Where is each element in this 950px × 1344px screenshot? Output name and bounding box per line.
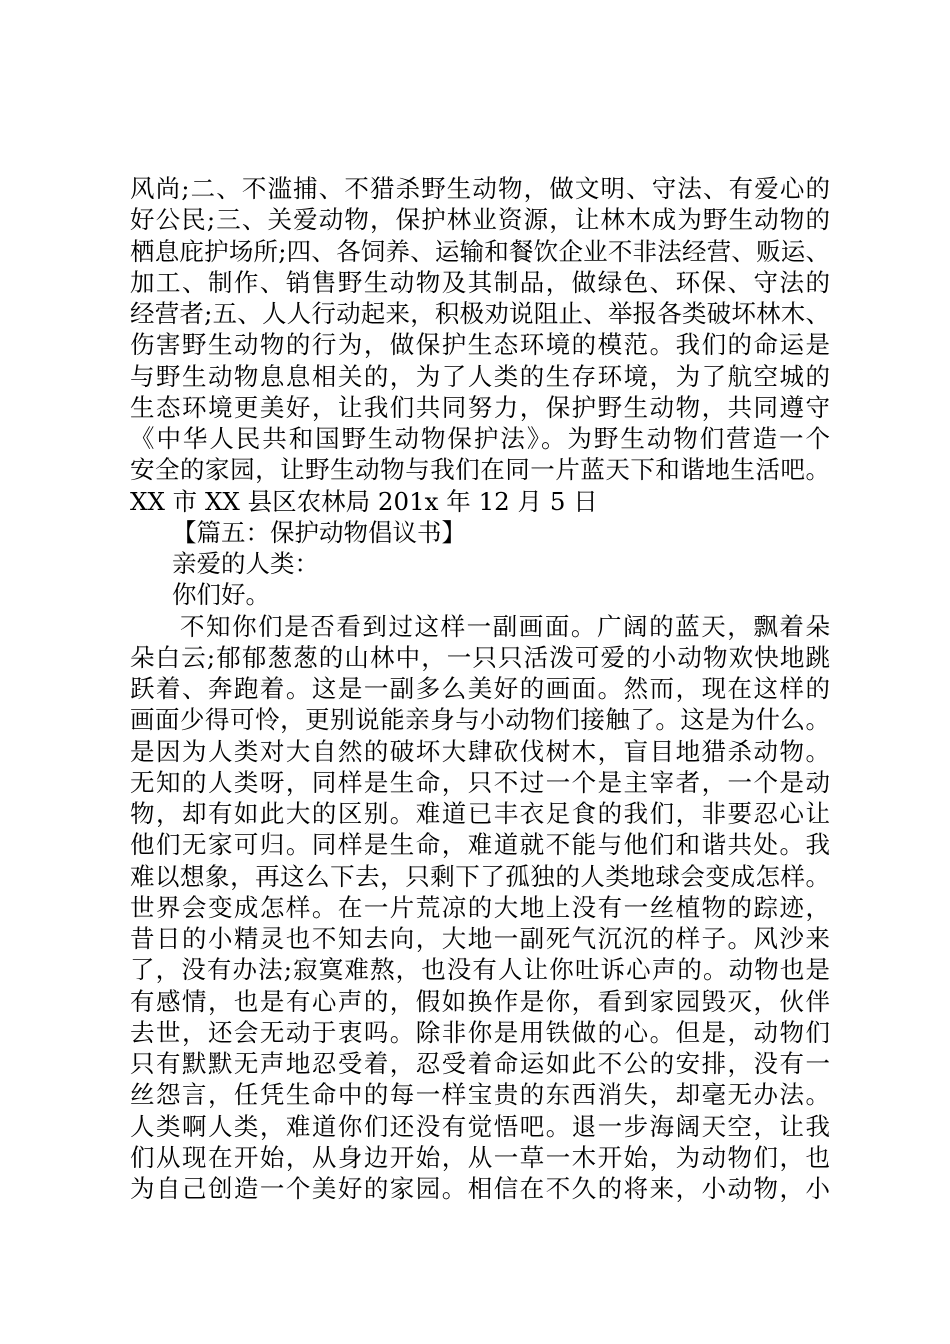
text-line: 朵白云;郁郁葱葱的山林中，一只只活泼可爱的小动物欢快地跳	[130, 642, 830, 672]
text-line: 经营者;五、人人行动起来，积极劝说阻止、举报各类破坏林木、	[130, 299, 830, 328]
text-line: 画面少得可怜，更别说能亲身与小动物们接触了。这是为什么。	[130, 705, 830, 735]
text-line: 昔日的小精灵也不知去向，大地一副死气沉沉的样子。风沙来	[130, 924, 830, 953]
text-line: 人类啊人类，难道你们还没有觉悟吧。退一步海阔天空，让我	[130, 1111, 830, 1141]
text-line: 难以想象，再这么下去，只剩下了孤独的人类地球会变成怎样。	[130, 861, 830, 891]
text-line: 是因为人类对大自然的破坏大肆砍伐树木，盲目地猎杀动物。	[130, 736, 830, 766]
proposal-closing-text	[130, 173, 830, 486]
text-line: 为自己创造一个美好的家园。相信在不久的将来，小动物，小	[130, 1174, 830, 1203]
text-line: 了，没有办法;寂寞难熬，也没有人让你吐诉心声的。动物也是	[130, 955, 830, 985]
text-line: 栖息庇护场所;四、各饲养、运输和餐饮企业不非法经营、贩运、	[130, 236, 830, 266]
text-line: 们从现在开始，从身边开始，从一草一木开始，为动物们，也	[130, 1142, 830, 1172]
text-line: 与野生动物息息相关的，为了人类的生存环境，为了航空城的	[130, 361, 830, 391]
text-line: 他们无家可归。同样是生命，难道就不能与他们和谐共处。我	[130, 830, 830, 860]
body-paragraph	[130, 611, 830, 1205]
text-line: 风尚;二、不滥捕、不猎杀野生动物，做文明、守法、有爱心的	[130, 174, 830, 203]
document-page	[130, 173, 830, 1204]
text-line: 去世，还会无动于衷吗。除非你是用铁做的心。但是，动物们	[130, 1017, 830, 1047]
text-line: 世界会变成怎样。在一片荒凉的大地上没有一丝植物的踪迹，	[130, 892, 830, 922]
text-line: 有感情，也是有心声的，假如换作是你，看到家园毁灭，伙伴	[130, 986, 830, 1016]
text-line: 伤害野生动物的行为，做保护生态环境的模范。我们的命运是	[130, 330, 830, 360]
text-line: 加工、制作、销售野生动物及其制品，做绿色、环保、守法的	[130, 267, 830, 297]
text-line: 物，却有如此大的区别。难道已丰衣足食的我们，非要忍心让	[130, 799, 830, 828]
text-line: 不知你们是否看到过这样一副画面。广阔的蓝天，飘着朵	[180, 611, 830, 641]
text-line: 只有默默无声地忍受着，忍受着命运如此不公的安排，没有一	[130, 1049, 830, 1078]
text-line: 好公民;三、关爱动物，保护林业资源，让林木成为野生动物的	[130, 205, 830, 235]
text-line: 无知的人类呀，同样是生命，只不过一个是主宰者，一个是动	[130, 767, 830, 797]
text-line: 丝怨言，任凭生命中的每一样宝贵的东西消失，却毫无办法。	[130, 1080, 830, 1110]
section-heading: 【篇五：保护动物倡议书】	[172, 517, 466, 547]
text-line: 安全的家园，让野生动物与我们在同一片蓝天下和谐地生活吧。	[130, 455, 830, 485]
signature-line: XX 市 XX 县区农林局 201x 年 12 月 5 日	[130, 486, 598, 516]
text-line: 《中华人民共和国野生动物保护法》。为野生动物们营造一个	[130, 424, 830, 453]
text-line: 跃着、奔跑着。这是一副多么美好的画面。然而，现在这样的	[130, 674, 830, 703]
salutation: 亲爱的人类：	[172, 549, 319, 578]
greeting: 你们好。	[172, 580, 270, 610]
text-line: 生态环境更美好，让我们共同努力，保护野生动物，共同遵守	[130, 392, 830, 422]
